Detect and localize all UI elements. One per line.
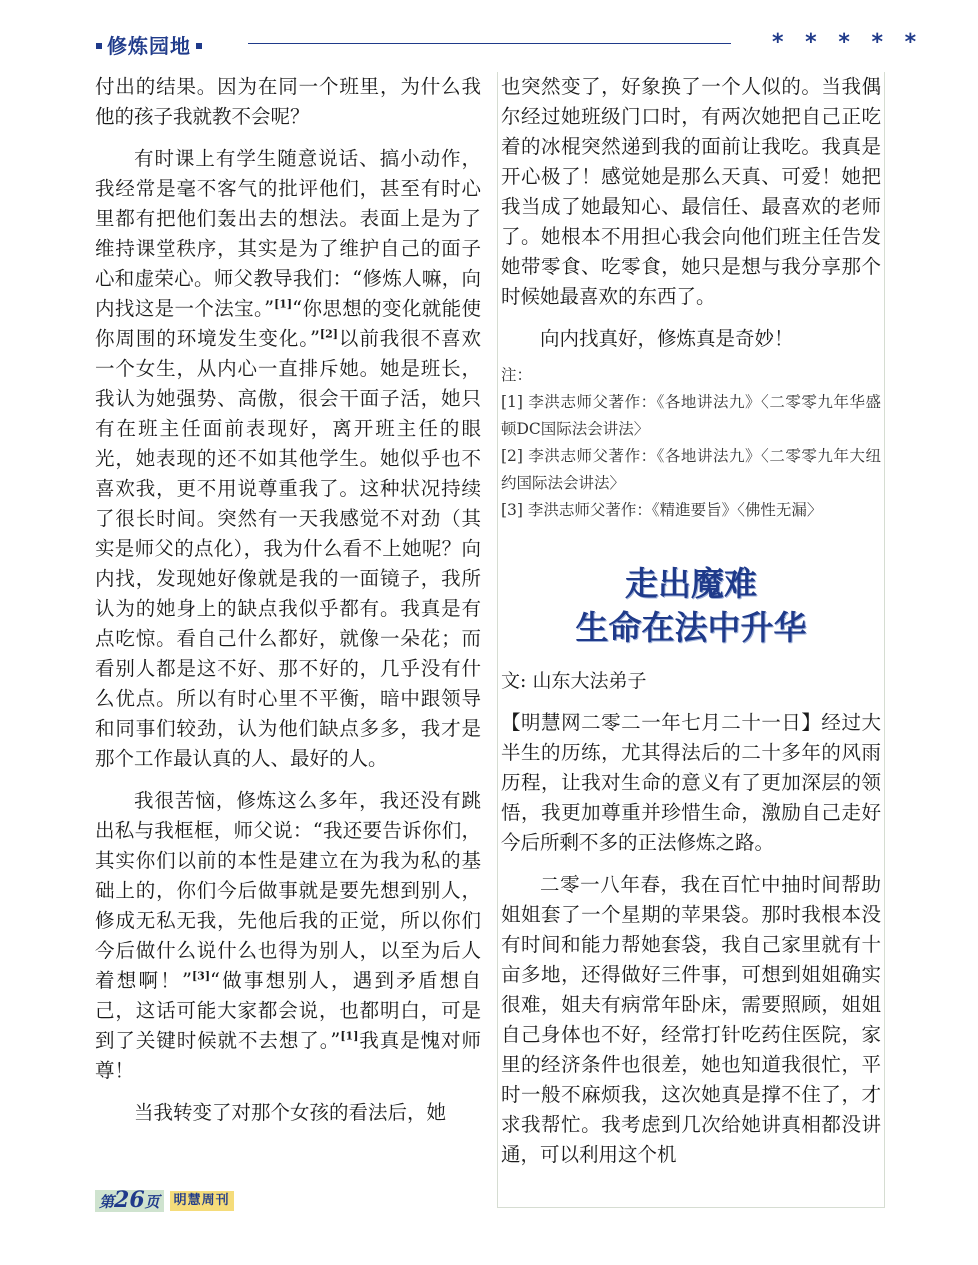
page-prefix: 第 — [99, 1193, 115, 1211]
paragraph: 付出的结果。因为在同一个班里，为什么我他的孩子我就教不会呢？ — [95, 75, 481, 128]
square-bullet-icon — [196, 43, 202, 49]
footnote-ref: [2] — [319, 327, 338, 341]
article-title-line: 走出魔难 — [625, 564, 757, 603]
footnote-ref: [3] — [191, 969, 211, 983]
byline: 文: 山东大法弟子 — [501, 670, 647, 692]
journal-badge: 明慧周刊 — [170, 1191, 234, 1211]
paragraph: 也突然变了，好象换了一个人似的。当我偶尔经过她班级门口时，有两次她把自己正吃着的冰棍突然递到我的面前让我吃。我真是开心极了！感觉她是那么天真、可爱！她把我当成了她最知心、最信任、最喜欢的老师了。她根本不用担心我会向他们班主任告发她带零食、吃零食，她只是想与我分享那个时候她最喜欢的东西了。 — [501, 75, 881, 308]
page-header — [0, 28, 978, 58]
paragraph: 【明慧网二零二一年七月二十一日】经过大半生的历练，尤其得法后的二十多年的风雨历程，让我对生命的意义有了更加深层的领悟，我更加尊重并珍惜生命，激励自己走好今后所剩不多的正法修炼之路。 — [501, 711, 881, 854]
paragraph: 向内找真好，修炼真是奇妙！ — [540, 327, 794, 350]
paragraph-text: “你思想的变化就能使你周围的环境发生变化。” — [95, 297, 481, 350]
paragraph-text: 以前我很不喜欢一个女生，从内心一直排斥她。她是班长，我认为她强势、高傲，很会干面子活，她只有在班主任面前表现好，离开班主任的眼光，她表现的还不如其他学生。她似乎也不喜欢我，更不用说尊重我了。这种状况持续了很长时间。突然有一天我感觉不对劲（其实是师父的点化），我为什么看不上她呢？向内找，发现她好像就是我的一面镜子，我所认为的她身上的缺点我似乎都有。我真是有点吃惊。看自己什么都好，就像一朵花；而看别人都是这不好、那不好的，几乎没有什么优点。所以有时心里不平衡，暗中跟领导和同事们较劲，认为他们缺点多多，我才是那个工作最认真的人、最好的人。 — [95, 327, 481, 770]
footnote-item: [2] 李洪志师父著作：《各地讲法九》〈二零零九年大纽约国际法会讲法〉 — [501, 447, 881, 492]
header-divider — [248, 43, 731, 44]
paragraph-text: “做事想别人，遇到矛盾想自己，这话可能大家都会说，也都明白，可是到了关键时候就不去想了。” — [95, 969, 481, 1052]
notes-label: 注： — [501, 366, 533, 384]
page-number-badge — [95, 1187, 164, 1213]
footnotes — [501, 362, 881, 524]
paragraph — [95, 144, 481, 774]
article-title — [501, 562, 881, 650]
section-title: 修炼园地 — [107, 34, 191, 58]
paragraph: 二零一八年春，我在百忙中抽时间帮助姐姐套了一个星期的苹果袋。那时我根本没有时间和能力帮她套袋，我自己家里就有十亩多地，还得做好三件事，可想到姐姐确实很难，姐夫有病常年卧床，需要照顾，姐姐自己身体也不好，经常打针吃药住医院，家里的经济条件也很差，她也知道我很忙，平时一般不麻烦我，这次她真是撑不住了，才求我帮忙。我考虑到几次给她讲真相都没讲通，可以利用这个机 — [501, 873, 881, 1166]
page-number: 26 — [114, 1187, 145, 1213]
paragraph: 当我转变了对那个女孩的看法后，她 — [134, 1101, 447, 1124]
paragraph — [95, 786, 481, 1086]
footnote-item: [1] 李洪志师父著作：《各地讲法九》〈二零零九年华盛顿DC国际法会讲法〉 — [501, 393, 881, 438]
square-bullet-icon — [96, 43, 102, 49]
star-rating-decoration: * * * * * — [772, 30, 924, 55]
paragraph-text: 有时课上有学生随意说话、搞小动作，我经常是毫不客气的批评他们，甚至有时心里都有把他们轰出去的想法。表面上是为了维持课堂秩序，其实是为了维护自己的面子心和虚荣心。师父教导我们：“修炼人嘛，向内找这是一个法宝。” — [95, 147, 481, 320]
footnote-ref: [1] — [274, 297, 293, 311]
footnote-item: [3] 李洪志师父著作：《精進要旨》〈佛性无漏〉 — [501, 501, 823, 519]
left-column — [95, 72, 481, 1208]
page-suffix: 页 — [144, 1193, 160, 1211]
right-column — [497, 72, 885, 1208]
paragraph-text: 我真是愧对师尊！ — [95, 1029, 481, 1082]
footnote-ref: [1] — [340, 1029, 359, 1043]
section-label — [96, 30, 202, 59]
paragraph-text: 我很苦恼，修炼这么多年，我还没有跳出私与我框框，师父说：“我还要告诉你们，其实你们以前的本性是建立在为我为私的基础上的，你们今后做事就是要先想到别人，修成无私无我，先他后我的正觉，所以你们今后做什么说什么也得为别人，以至为后人着想啊！” — [95, 789, 481, 992]
article-title-line: 生命在法中升华 — [575, 608, 807, 647]
page-footer — [95, 1187, 234, 1213]
